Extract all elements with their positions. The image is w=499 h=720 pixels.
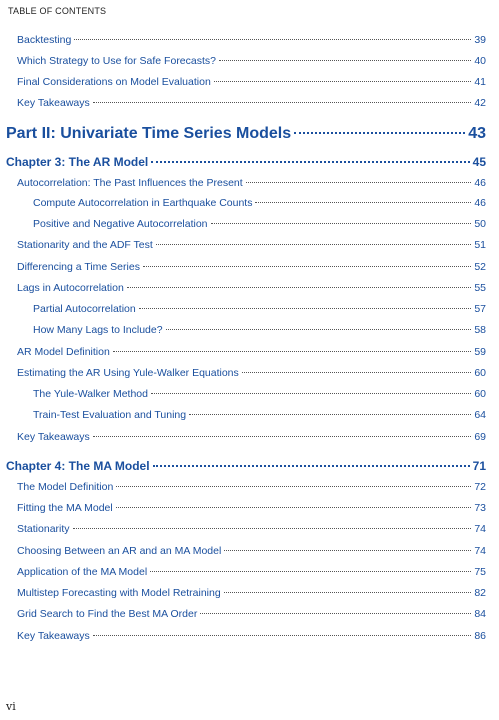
toc-entry[interactable] [0, 502, 499, 514]
toc-entry[interactable] [0, 97, 499, 109]
toc-entry-page: 46 [474, 197, 486, 209]
toc-entry-page: 52 [474, 261, 486, 273]
dot-leader [255, 202, 471, 203]
dot-leader [156, 244, 472, 245]
toc-entry[interactable] [0, 481, 499, 493]
page-number: vi [6, 700, 16, 713]
toc-entry-title: Grid Search to Find the Best MA Order [17, 608, 198, 620]
dot-leader [116, 507, 472, 508]
toc-entry-page: 41 [474, 76, 486, 88]
toc-entry-page: 60 [474, 367, 486, 379]
dot-leader [93, 102, 472, 103]
dot-leader [242, 372, 472, 373]
toc-entry-title: Which Strategy to Use for Safe Forecasts? [17, 55, 216, 67]
toc-entry-title: Part II: Univariate Time Series Models [6, 125, 292, 142]
dot-leader [74, 39, 471, 40]
toc-entry-page: 39 [474, 34, 486, 46]
dot-leader [127, 287, 471, 288]
dot-leader [73, 528, 472, 529]
toc-entry-page: 84 [474, 608, 486, 620]
toc-entry[interactable] [0, 608, 499, 620]
dot-leader [116, 486, 471, 487]
dot-leader [139, 308, 472, 309]
toc-entry-page: 72 [474, 481, 486, 493]
toc-entry-page: 74 [474, 545, 486, 557]
toc-entry[interactable] [0, 346, 499, 358]
toc-entry-page: 75 [474, 566, 486, 578]
toc-entry-page: 74 [474, 523, 486, 535]
toc-entry-title: Key Takeaways [17, 97, 90, 109]
dot-leader [93, 635, 472, 636]
toc-entry-title: Key Takeaways [17, 431, 90, 443]
dot-leader [143, 266, 471, 267]
toc-entry-page: 64 [474, 409, 486, 421]
dot-leader [214, 81, 472, 82]
toc-entry-title: Positive and Negative Autocorrelation [33, 218, 208, 230]
toc-entry-page: 45 [472, 155, 486, 169]
toc-entry-page: 40 [474, 55, 486, 67]
toc-entry-title: Estimating the AR Using Yule-Walker Equations [17, 367, 239, 379]
toc-entry-page: 51 [474, 239, 486, 251]
toc-entry-page: 71 [472, 459, 486, 473]
toc-entry-title: Partial Autocorrelation [33, 303, 136, 315]
toc-entry[interactable] [0, 177, 499, 189]
toc-entry-title: How Many Lags to Include? [33, 324, 163, 336]
toc-entry[interactable] [0, 523, 499, 535]
toc-entry[interactable] [0, 630, 499, 642]
toc-entry-title: Chapter 3: The AR Model [6, 155, 149, 169]
dot-leader [153, 465, 470, 467]
toc-entry-title: Differencing a Time Series [17, 261, 140, 273]
dot-leader [113, 351, 472, 352]
toc-entry-page: 86 [474, 630, 486, 642]
dot-leader [246, 182, 472, 183]
toc-entry-title: Train-Test Evaluation and Tuning [33, 409, 187, 421]
toc-entry-page: 58 [474, 324, 486, 336]
toc-entry-title: Stationarity [17, 523, 70, 535]
dot-leader [151, 393, 471, 394]
toc-entry-page: 57 [474, 303, 486, 315]
toc-entry[interactable] [0, 155, 499, 169]
dot-leader [200, 613, 471, 614]
toc-entry[interactable] [0, 459, 499, 473]
toc-entry-title: Lags in Autocorrelation [17, 282, 124, 294]
toc-entry-title: The Model Definition [17, 481, 114, 493]
dot-leader [93, 436, 472, 437]
toc-entry[interactable] [0, 55, 499, 67]
toc-entry-title: AR Model Definition [17, 346, 110, 358]
toc-entry[interactable] [0, 261, 499, 273]
toc-entry-page: 43 [468, 125, 486, 142]
toc-entry[interactable] [0, 303, 499, 315]
toc-entry-page: 59 [474, 346, 486, 358]
toc-entry[interactable] [0, 431, 499, 443]
toc-entry[interactable] [0, 367, 499, 379]
toc-entry[interactable] [0, 218, 499, 230]
toc-entry[interactable] [0, 239, 499, 251]
toc-entry-title: Backtesting [17, 34, 72, 46]
toc-entry[interactable] [0, 388, 499, 400]
toc-entry-title: Application of the MA Model [17, 566, 148, 578]
toc-entry-title: Final Considerations on Model Evaluation [17, 76, 211, 88]
dot-leader [224, 592, 472, 593]
running-header: TABLE OF CONTENTS [8, 6, 107, 16]
toc-entry-page: 69 [474, 431, 486, 443]
toc-entry-page: 60 [474, 388, 486, 400]
toc-entry[interactable] [0, 282, 499, 294]
toc-entry-page: 46 [474, 177, 486, 189]
dot-leader [150, 571, 471, 572]
toc-entry-page: 73 [474, 502, 486, 514]
dot-leader [294, 132, 465, 134]
dot-leader [224, 550, 471, 551]
toc-entry-title: Compute Autocorrelation in Earthquake Counts [33, 197, 253, 209]
toc-entry[interactable] [0, 76, 499, 88]
toc-entry-page: 42 [474, 97, 486, 109]
toc-entry[interactable] [0, 197, 499, 209]
dot-leader [219, 60, 471, 61]
toc-entry-title: Multistep Forecasting with Model Retraining [17, 587, 221, 599]
toc-entry[interactable] [0, 409, 499, 421]
dot-leader [151, 161, 469, 163]
toc-entry-page: 82 [474, 587, 486, 599]
toc-entry[interactable] [0, 125, 499, 143]
toc-entry-title: Chapter 4: The MA Model [6, 459, 150, 473]
dot-leader [211, 223, 472, 224]
toc-entry-page: 50 [474, 218, 486, 230]
toc-entry-title: Autocorrelation: The Past Influences the Present [17, 177, 243, 189]
toc-entry[interactable] [0, 587, 499, 599]
toc-entry-page: 55 [474, 282, 486, 294]
toc-entry-title: Fitting the MA Model [17, 502, 113, 514]
toc-entry[interactable] [0, 324, 499, 336]
dot-leader [189, 414, 471, 415]
toc-entry[interactable] [0, 34, 499, 46]
toc-entry[interactable] [0, 566, 499, 578]
toc-entry[interactable] [0, 545, 499, 557]
toc-entry-title: The Yule-Walker Method [33, 388, 148, 400]
toc-entry-title: Stationarity and the ADF Test [17, 239, 153, 251]
toc-entry-title: Choosing Between an AR and an MA Model [17, 545, 222, 557]
toc-entry-title: Key Takeaways [17, 630, 90, 642]
dot-leader [166, 329, 472, 330]
